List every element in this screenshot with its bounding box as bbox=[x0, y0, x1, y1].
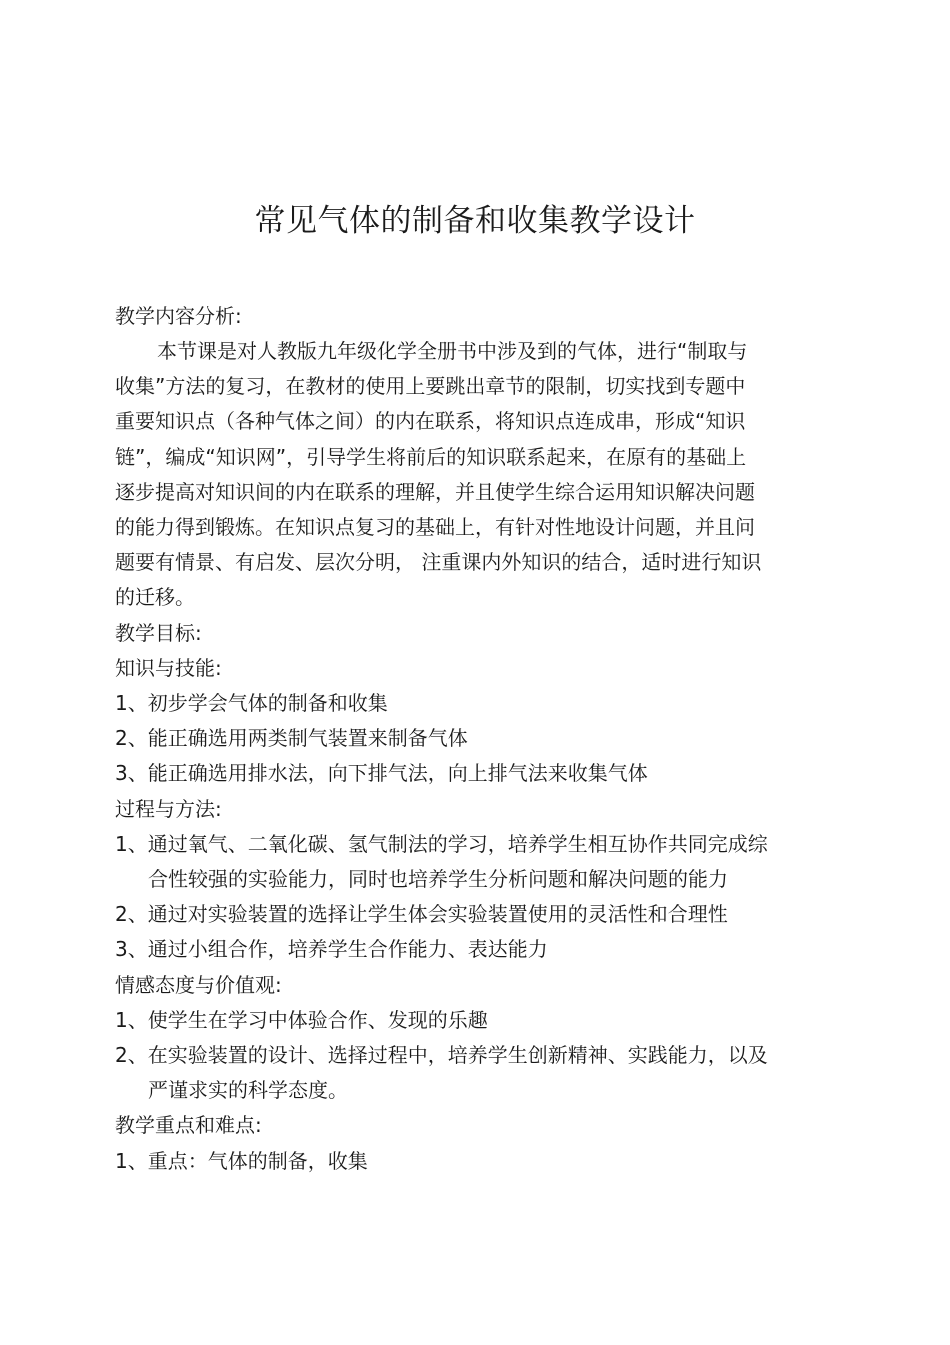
document-title: 常见气体的制备和收集教学设计 bbox=[254, 203, 696, 239]
paragraph-line: 逐步提高对知识间的内在联系的理解，并且使学生综合运用知识解决问题 bbox=[115, 480, 755, 504]
list-item: 2、在实验装置的设计、选择过程中，培养学生创新精神、实践能力，以及 bbox=[115, 1043, 768, 1067]
heading-teaching-goals: 教学目标: bbox=[115, 621, 202, 645]
heading-key-points: 教学重点和难点: bbox=[115, 1113, 262, 1137]
list-item: 1、重点：气体的制备，收集 bbox=[115, 1149, 368, 1173]
paragraph-line: 链”，编成“知识网”，引导学生将前后的知识联系起来，在原有的基础上 bbox=[115, 445, 747, 469]
paragraph-line: 题要有情景、有启发、层次分明， 注重课内外知识的结合，适时进行知识 bbox=[115, 550, 762, 574]
list-item: 3、通过小组合作，培养学生合作能力、表达能力 bbox=[115, 937, 548, 961]
list-item-continuation: 合性较强的实验能力，同时也培养学生分析问题和解决问题的能力 bbox=[148, 867, 728, 891]
subheading-attitude-values: 情感态度与价值观: bbox=[115, 973, 282, 997]
heading-content-analysis: 教学内容分析: bbox=[115, 304, 242, 328]
subheading-process-methods: 过程与方法: bbox=[115, 797, 222, 821]
list-item: 1、初步学会气体的制备和收集 bbox=[115, 691, 388, 715]
paragraph-line: 本节课是对人教版九年级化学全册书中涉及到的气体，进行“制取与 bbox=[157, 339, 748, 363]
list-item: 2、通过对实验装置的选择让学生体会实验装置使用的灵活性和合理性 bbox=[115, 902, 728, 926]
list-item: 3、能正确选用排水法，向下排气法，向上排气法来收集气体 bbox=[115, 761, 648, 785]
paragraph-line: 重要知识点（各种气体之间）的内在联系，将知识点连成串，形成“知识 bbox=[115, 409, 746, 433]
list-item: 1、通过氧气、二氧化碳、氢气制法的学习，培养学生相互协作共同完成综 bbox=[115, 832, 768, 856]
list-item: 1、使学生在学习中体验合作、发现的乐趣 bbox=[115, 1008, 488, 1032]
list-item-continuation: 严谨求实的科学态度。 bbox=[148, 1078, 348, 1102]
paragraph-line: 收集”方法的复习，在教材的使用上要跳出章节的限制，切实找到专题中 bbox=[115, 374, 746, 398]
paragraph-line: 的能力得到锻炼。在知识点复习的基础上，有针对性地设计问题，并且问 bbox=[115, 515, 755, 539]
subheading-knowledge-skills: 知识与技能: bbox=[115, 656, 222, 680]
list-item: 2、能正确选用两类制气装置来制备气体 bbox=[115, 726, 468, 750]
paragraph-line: 的迁移。 bbox=[115, 585, 195, 609]
